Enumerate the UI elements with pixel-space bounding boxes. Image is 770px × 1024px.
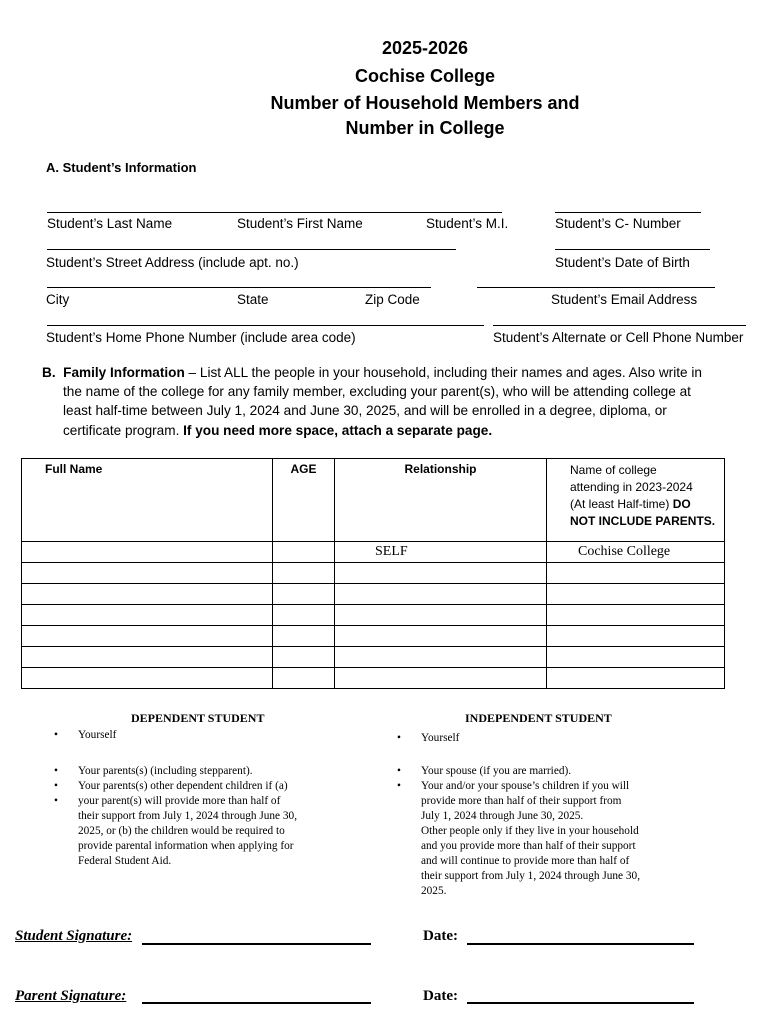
dependent-list-2 [54,764,334,869]
header-age: AGE [273,459,335,542]
cell-full-name[interactable] [22,668,273,689]
table-row [22,668,725,689]
form-title-line1: Number of Household Members and [270,93,580,113]
last-name-label: Student’s Last Name [47,216,173,231]
cell-age[interactable] [273,605,335,626]
cell-college[interactable] [547,668,725,689]
section-b-text4-bold: If you need more space, attach a separate page. [183,422,493,438]
independent-list-2 [397,764,697,824]
bullet-icon: • [54,795,58,807]
state-label: State [237,292,269,307]
header-full-name: Full Name [22,459,273,542]
cell-college[interactable]: Cochise College [547,542,725,563]
cell-college[interactable] [547,584,725,605]
bullet-icon: • [54,780,58,792]
cell-full-name[interactable] [22,584,273,605]
cell-relationship[interactable]: SELF [335,542,547,563]
bullet-icon: • [54,765,58,777]
first-name-label: Student’s First Name [237,216,363,231]
cell-age[interactable] [273,584,335,605]
section-b-instructions [42,363,742,440]
table-row [22,563,725,584]
list-item: • Your and/or your spouse’s children if you will provide more than half of their support from July 1, 2024 through June 30, 2025. [397,780,630,822]
cell-college[interactable] [547,626,725,647]
dob-label: Student’s Date of Birth [555,255,690,270]
cell-relationship[interactable] [335,563,547,584]
cell-college[interactable] [547,605,725,626]
cell-age[interactable] [273,542,335,563]
dob-entry-line[interactable] [555,249,710,250]
dependent-student-title: DEPENDENT STUDENT [131,711,265,725]
cell-full-name[interactable] [22,542,273,563]
cell-relationship[interactable] [335,626,547,647]
list-item: • Your parents(s) (including stepparent). [54,765,253,777]
email-entry-line[interactable] [477,287,715,288]
city-state-zip-entry-line[interactable] [47,287,431,288]
street-label: Student’s Street Address (include apt. no.) [46,255,299,270]
student-date-label: Date: [423,928,458,944]
cell-relationship[interactable] [335,605,547,626]
cell-age[interactable] [273,668,335,689]
cell-college[interactable] [547,563,725,584]
home-phone-entry-line[interactable] [47,325,484,326]
list-item: • Yourself [397,732,460,744]
parent-signature-label: Parent Signature: [15,988,127,1004]
dependent-list-1 [54,728,334,743]
section-b-text4: certificate program. [63,422,184,438]
section-b-text3: least half-time between July 1, 2024 and June 30, 2025, and will be enrolled in a degree, diploma, or [63,403,667,419]
bullet-icon: • [397,732,401,744]
independent-list-1 [397,731,697,746]
cell-phone-label: Student’s Alternate or Cell Phone Number [493,330,744,345]
cell-full-name[interactable] [22,626,273,647]
table-row [22,605,725,626]
table-header-row [22,459,725,542]
family-table [21,458,725,689]
cell-college[interactable] [547,647,725,668]
c-number-label: Student’s C- Number [555,216,681,231]
home-phone-label: Student’s Home Phone Number (include area code) [46,330,356,345]
table-row [22,584,725,605]
form-year: 2025-2026 [381,38,469,58]
section-b-heading: Family Information [63,365,185,380]
section-b-label: B. [42,365,56,380]
cell-phone-entry-line[interactable] [493,325,746,326]
cell-relationship[interactable] [335,647,547,668]
student-date-line[interactable] [467,943,694,945]
section-a-heading: A. Student’s Information [46,160,197,175]
cell-relationship[interactable] [335,584,547,605]
header-relationship: Relationship [335,459,547,542]
list-item: • Yourself [54,729,117,741]
cell-age[interactable] [273,626,335,647]
parent-signature-line[interactable] [142,1002,371,1004]
independent-other-people: Other people only if they live in your household and you provide more than half of their support and will continue to provide more than half of their support from July 1, 2024 through June 30, 2025. [421,825,641,897]
cell-full-name[interactable] [22,605,273,626]
section-b-text1: – List ALL the people in your household, including their names and ages. Also write in [184,365,702,380]
cell-age[interactable] [273,647,335,668]
list-item: • Your spouse (if you are married). [397,765,572,777]
section-b-text2: the name of the college for any family member, excluding your parent(s), who will be attending college at [63,384,691,400]
table-row [22,647,725,668]
college-name: Cochise College [354,66,496,86]
cell-full-name[interactable] [22,647,273,668]
list-item: • Your parents(s) other dependent children if (a) [54,780,288,792]
list-item: • your parent(s) will provide more than half of their support from July 1, 2024 through June 30, 2025, or (b) the children would be required to provide parental information when applying for Federal Student Aid. [54,795,298,867]
parent-date-line[interactable] [467,1002,694,1004]
street-entry-line[interactable] [47,249,456,250]
cell-full-name[interactable] [22,563,273,584]
bullet-icon: • [397,765,401,777]
bullet-icon: • [397,780,401,792]
header-college: Name of college attending in 2023-2024 (At least Half-time) DO NOT INCLUDE PARENTS. [547,459,725,542]
independent-student-title: INDEPENDENT STUDENT [465,711,612,725]
city-label: City [46,292,70,307]
table-row [22,626,725,647]
student-signature-line[interactable] [142,943,371,945]
zip-label: Zip Code [365,292,420,307]
email-label: Student’s Email Address [551,292,698,307]
student-signature-label: Student Signature: [15,928,133,944]
mi-label: Student’s M.I. [426,216,509,231]
parent-date-label: Date: [423,988,458,1004]
table-row [22,542,725,563]
form-title-line2: Number in College [345,118,505,138]
cell-age[interactable] [273,563,335,584]
cell-relationship[interactable] [335,668,547,689]
c-number-entry-line[interactable] [555,212,701,213]
bullet-icon: • [54,729,58,741]
name-entry-line[interactable] [47,212,502,213]
